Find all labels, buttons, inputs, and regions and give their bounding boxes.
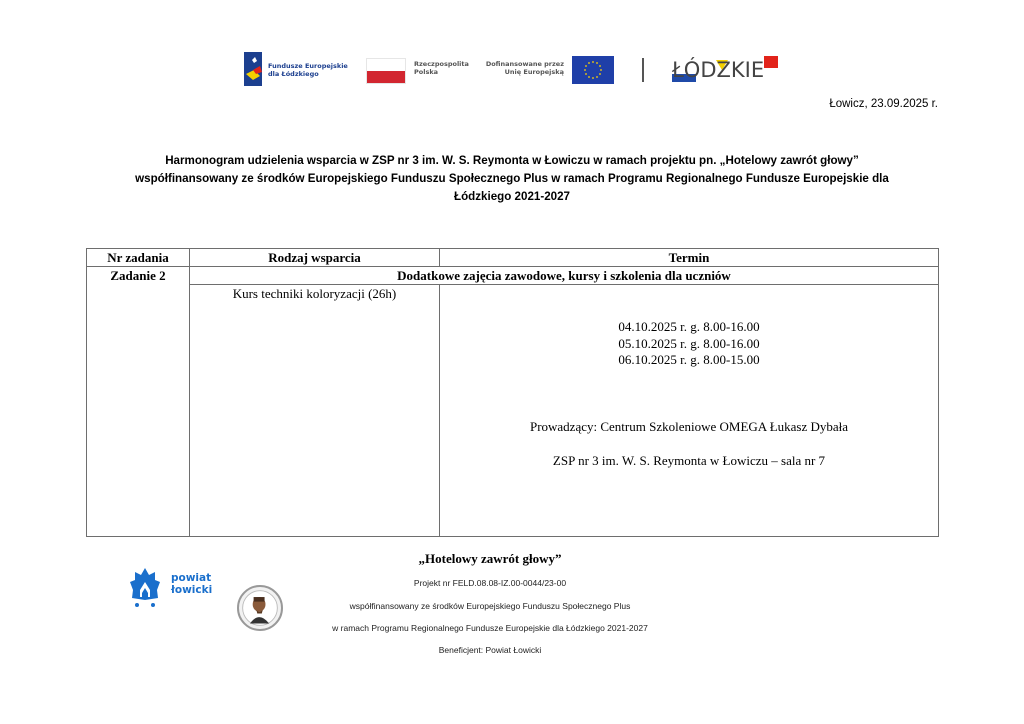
fe-star-icon [244,52,262,86]
task-number-cell [87,267,190,537]
powiat-line1: powiat [171,572,212,584]
task-title-cell: Dodatkowe zajęcia zawodowe, kursy i szkolenia dla uczniów [190,267,939,285]
heading-line1: Harmonogram udzielenia wsparcia w ZSP nr 3 im. W. S. Reymonta w Łowiczu w ramach projektu pn. „Hotelowy zawrót głowy” [165,154,859,167]
date-item: 05.10.2025 r. g. 8.00-16.00 [618,335,760,351]
pl-text-line2: Polska [414,68,439,76]
table-header-row [87,249,939,267]
heading-line2: współfinansowany ze środków Europejskiego Funduszu Społecznego Plus w ramach Programu Regionalnego Fundusze Europejskie dla [135,172,889,185]
heading-line3: Łódzkiego 2021-2027 [454,190,570,203]
footer-beneficiary: Beneficjent: Powiat Łowicki [438,645,542,655]
support-type-cell: Kurs techniki koloryzacji (26h) [190,285,440,537]
footer-project-number: Projekt nr FELD.08.08-IZ.00-0044/23-00 [413,578,567,588]
pl-text-line1: Rzeczpospolita [414,60,469,68]
powiat-lowicki-logo [128,566,218,608]
eu-text-line2: Unię Europejską [504,68,564,76]
table-row-task [87,267,939,285]
location-text: ZSP nr 3 im. W. S. Reymonta w Łowiczu – sala nr 7 [552,453,826,468]
fundusze-europejskie-logo [240,52,360,88]
document-heading [80,152,944,206]
eu-text-line1: Dofinansowane przez [485,60,564,68]
schedule-table [86,248,939,537]
date-item: 06.10.2025 r. g. 8.00-15.00 [618,352,760,367]
footer-cofinanced: współfinansowany ze środków Europejskiego Funduszu Społecznego Plus [349,601,631,611]
dates-list [440,319,938,369]
logo-strip [240,48,785,90]
lodzkie-logo [672,54,782,86]
eu-flag-icon [572,56,614,84]
termin-cell [440,285,939,537]
footer-program: w ramach Programu Regionalnego Fundusze Europejskie dla Łódzkiego 2021-2027 [332,623,648,633]
powiat-text [171,572,212,596]
lodzkie-text: ŁÓDZKIE [672,58,765,82]
fe-logo-text [268,62,348,78]
header-termin: Termin [440,249,939,267]
powiat-line2: łowicki [171,584,213,596]
fe-text-line2: dla Łódzkiego [268,70,319,78]
header-rodzaj-wsparcia: Rodzaj wsparcia [190,249,440,267]
date-item: 04.10.2025 r. g. 8.00-16.00 [618,319,760,334]
logo-separator [642,58,644,82]
header-nr-zadania: Nr zadania [87,249,190,267]
trainer-text: Prowadzący: Centrum Szkoleniowe OMEGA Łukasz Dybała [529,419,849,434]
footer-project-title: „Hotelowy zawrót głowy” [418,551,562,566]
task-label: Zadanie 2 [110,268,166,283]
document-date: Łowicz, 23.09.2025 r. [829,98,938,110]
rzeczpospolita-text [414,60,469,76]
poland-flag-icon [366,58,406,84]
fe-text-line1: Fundusze Europejskie [268,62,348,70]
table-row-details [87,285,939,537]
powiat-flame-icon [128,566,162,608]
eu-cofinanced-text [484,60,564,76]
